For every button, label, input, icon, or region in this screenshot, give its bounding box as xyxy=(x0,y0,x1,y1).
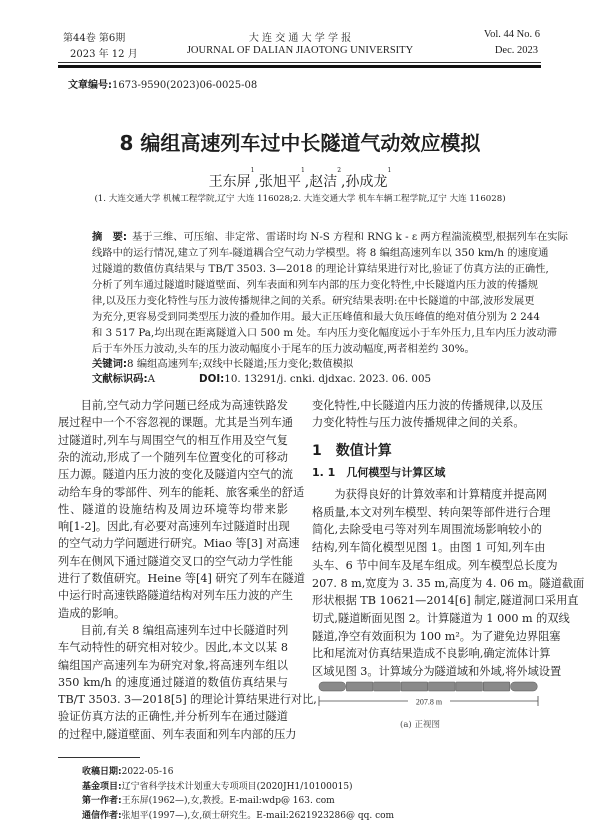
author: 孙成龙 xyxy=(345,174,388,190)
header-thick-rule xyxy=(58,65,541,68)
body-line: TB/T 3503. 3—2018[5] 的理论计算结果进行对比, xyxy=(58,693,317,707)
footnote-line xyxy=(82,779,353,792)
doi-value: 10. 13291/j. cnki. djdxac. 2023. 06. 005 xyxy=(224,373,432,385)
train-car xyxy=(374,682,401,691)
body-line: 的空气动力学问题进行研究。Miao 等[3] 对高速 xyxy=(58,537,300,551)
body-line: 头车、6 节中间车及尾车组成。列车模型总长度为 xyxy=(312,558,558,572)
abstract-line: 和 3 517 Pa,均出现在距离隧道入口 500 m 处。车内压力变化幅度远小于车外压力,且车内压力波动滞 xyxy=(92,327,558,339)
doc-code-value: A xyxy=(147,373,156,385)
footnote-line xyxy=(82,793,335,806)
section-heading-1: 1 数值计算 xyxy=(312,443,392,459)
body-line: 造成的影响。 xyxy=(58,606,126,620)
train-car xyxy=(456,682,483,691)
dimension-label: 207.8 m xyxy=(415,697,443,707)
author: 张旭平 xyxy=(258,174,301,190)
author-sup: 1 xyxy=(300,167,305,174)
body-line: 进行了数值研究。Heine 等[4] 研究了列车在隧道 xyxy=(58,572,305,585)
author-sup: 2 xyxy=(337,167,342,174)
train-car xyxy=(319,682,346,691)
footnote-line xyxy=(82,764,174,777)
header-date-en: Dec. 2023 xyxy=(494,45,538,56)
train-car xyxy=(346,682,373,691)
body-line: 比和尾流对仿真结果造成不良影响,确定流体计算 xyxy=(312,647,551,661)
article-number-value: 1673-9590(2023)06-0025-08 xyxy=(112,80,258,91)
body-line: 350 km/h 的速度通过隧道的数值仿真结果与 xyxy=(58,675,288,689)
footnote-line xyxy=(82,808,394,821)
header-volume: 第44卷 第6期 xyxy=(63,33,126,44)
section-heading-1-1: 1. 1 几何模型与计算区域 xyxy=(312,466,446,479)
paper-title: 8 编组高速列车过中长隧道气动效应模拟 xyxy=(119,131,481,155)
body-line: 过隧道时,列车与周围空气的相互作用及空气复 xyxy=(58,433,288,447)
body-line: 车气动特性的研究相对较少。因此,本文以某 8 xyxy=(58,641,288,655)
article-number-label: 文章编号: xyxy=(68,80,112,91)
body-line: 的过程中,隧道壁面、列车表面和列车内部的压力 xyxy=(58,727,297,741)
journal-name-cn: 大 连 交 通 大 学 学 报 xyxy=(248,33,352,44)
abstract-line: 为充分,更容易受到同类型压力波的叠加作用。最大正压峰值和最大负压峰值的绝对值分别为 2 244 xyxy=(92,311,540,323)
body-line: 格质量,本文对列车模型、转向架等部件进行合理 xyxy=(312,505,551,519)
body-line: 隧道,净空有效面积为 100 m²。为了避免边界阻塞 xyxy=(312,629,561,643)
author-list: 王东屏$^1$,张旭平$^1$,赵洁$^2$,孙成龙$^1$ xyxy=(208,167,392,190)
train-car xyxy=(429,682,456,691)
body-line: 变化特性,中长隧道内压力波的传播规律,以及压 xyxy=(312,399,543,412)
footnote-value: 张旭平(1997—),女,硕士研究生。E-mail:2621923286@ qq. com xyxy=(121,810,395,821)
keywords-label: 关键词: xyxy=(92,358,128,370)
body-line: 展过程中一个不容忽视的课题。尤其是当列车通 xyxy=(58,416,293,430)
doi-label: DOI: xyxy=(199,373,225,385)
figure-caption: (a) 正视图 xyxy=(400,720,440,730)
affiliation: (1. 大连交通大学 机械工程学院,辽宁 大连 116028;2. 大连交通大学 机车车辆工程学院,辽宁 大连 116028) xyxy=(94,194,506,204)
body-line: 区域见图 3。计算域分为隧道域和外域,将外域设置 xyxy=(312,665,562,678)
footnote-label: 通信作者: xyxy=(82,810,122,821)
body-line: 结构,列车简化模型见图 1。由图 1 可知,列车由 xyxy=(312,541,546,555)
keywords xyxy=(92,355,353,370)
body-line: 目前,空气动力学问题已经成为高速铁路发 xyxy=(58,399,288,412)
keywords-value: 8 编组高速列车;双线中长隧道;压力变化;数值模拟 xyxy=(127,358,354,370)
body-line: 编组国产高速列车为研究对象,将高速列车组以 xyxy=(58,658,288,672)
abstract-line: 线路中的运行情况,建立了列车-隧道耦合空气动力学模型。将 8 编组高速列车以 350 km/h 的速度通 xyxy=(92,247,549,259)
footnote-label: 第一作者: xyxy=(82,796,122,806)
body-line: 为获得良好的计算效率和计算精度并提高网 xyxy=(312,488,547,501)
train-car xyxy=(401,682,428,691)
footnote-label: 基金项目: xyxy=(82,781,122,792)
body-line: 目前,有关 8 编组高速列车过中长隧道时列 xyxy=(58,623,289,637)
author: 王东屏 xyxy=(208,174,251,190)
body-line: 性、隧道的设施结构及周边环境等均带来影 xyxy=(58,502,288,516)
doc-code-label: 文献标识码: xyxy=(92,373,148,385)
abstract-label: 摘 要: xyxy=(92,231,128,243)
body-line: 验证仿真方法的正确性,并分析列车在通过隧道 xyxy=(58,710,288,724)
header-date-cn: 2023 年 12 月 xyxy=(70,49,138,60)
body-line: 动给车身的零部件、列车的能耗、旅客乘坐的舒适 xyxy=(58,485,305,499)
body-line: 列车在侧风下通过隧道交叉口的空气动力学性能 xyxy=(58,554,293,568)
author: 赵洁 xyxy=(309,174,338,190)
abstract-line: 基于三维、可压缩、非定常、雷诺时均 N-S 方程和 RNG k - ε 两方程湍流模型,根据列车在实际 xyxy=(132,231,568,243)
abstract-line: 过隧道的数值仿真结果与 TB/T 3503. 3—2018 的理论计算结果进行对比,验证了仿真方法的正确性, xyxy=(92,263,549,275)
header-vol-en: Vol. 44 No. 6 xyxy=(483,29,540,40)
author-sup: 1 xyxy=(250,167,255,174)
header-thin-rule xyxy=(58,62,541,63)
body-line: 简化,去除受电弓等对列车周围流场影响较小的 xyxy=(312,523,542,537)
train-car xyxy=(483,682,510,691)
document-code xyxy=(92,370,431,385)
footnote-value: 王东屏(1962—),女,教授。E-mail:wdp@ 163. com xyxy=(121,796,335,806)
abstract-line: 分析了列车通过隧道时隧道壁面、列车表面和列车内部的压力变化特性,中长隧道内压力波的传播规 xyxy=(92,279,539,291)
journal-name-en: JOURNAL OF DALIAN JIAOTONG UNIVERSITY xyxy=(186,45,414,56)
article-number xyxy=(68,76,257,91)
body-line: 响[1-2]。因此,有必要对高速列车过隧道时出现 xyxy=(58,520,290,534)
footnote-value: 辽宁省科学技术计划重大专项项目(2020JH1/10100015) xyxy=(121,781,353,792)
body-line: 压力源。隧道内压力波的变化及隧道内空气的流 xyxy=(58,468,293,482)
body-line: 杂的流动,形成了一个随列车位置变化的可移动 xyxy=(58,450,288,464)
body-line: 切式,隧道断面见图 2。计算隧道为 1 000 m 的双线 xyxy=(312,611,570,625)
abstract-line: 后于车外压力波动,头车的压力波动幅度小于尾车的压力波动幅度,两者相差约 30%。 xyxy=(92,343,475,355)
abstract-line: 律,以及压力变化特性与压力波传播规律之间的关系。研究结果表明:在中长隧道的中部,波形发展更 xyxy=(92,295,535,307)
body-line: 207. 8 m,宽度为 3. 35 m,高度为 4. 06 m。隧道截面 xyxy=(312,576,585,590)
footnote-rule xyxy=(58,757,140,758)
train-figure xyxy=(312,678,547,713)
body-line: 中运行时高速铁路隧道结构对列车压力波的产生 xyxy=(58,589,293,603)
author-sup: 1 xyxy=(387,167,392,174)
body-line: 形状根据 TB 10621—2014[6] 制定,隧道洞口采用直 xyxy=(312,594,579,608)
train-car xyxy=(511,682,538,691)
body-line: 力变化特性与压力波传播规律之间的关系。 xyxy=(312,416,525,429)
footnote-label: 收稿日期: xyxy=(82,767,122,777)
footnote-value: 2022-05-16 xyxy=(121,767,174,777)
